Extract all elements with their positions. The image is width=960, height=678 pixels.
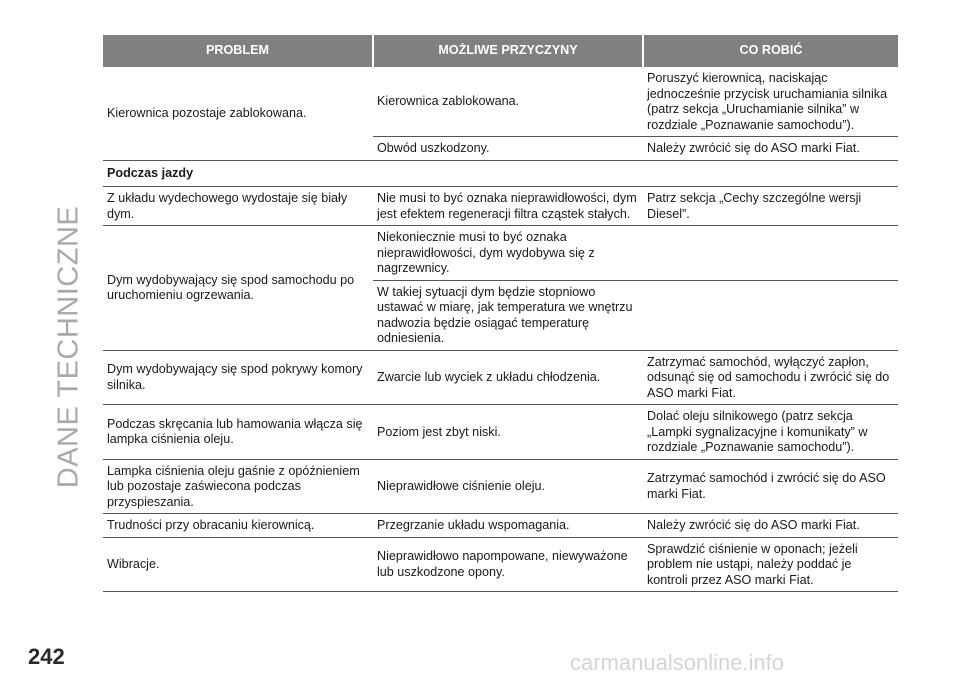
action-cell: Poruszyć kierownicą, naciskając jednocześnie przycisk uruchamiania silnika (patrz sekcja „Uruchamianie silnika” w rozdziale „Poznawanie samochodu”). (643, 67, 898, 137)
cause-cell: Zwarcie lub wyciek z układu chłodzenia. (373, 350, 643, 405)
table-row (103, 187, 898, 226)
problem-cell: Podczas skręcania lub hamowania włącza się lampka ciśnienia oleju. (103, 405, 373, 460)
table-row (103, 537, 898, 592)
problem-cell: Dym wydobywający się spod pokrywy komory silnika. (103, 350, 373, 405)
watermark: carmanualsonline.info (570, 650, 785, 675)
cause-cell: Niekoniecznie musi to być oznaka nieprawidłowości, dym wydobywa się z nagrzewnicy. (373, 226, 643, 281)
action-cell: Należy zwrócić się do ASO marki Fiat. (643, 137, 898, 161)
section-heading: Podczas jazdy (103, 160, 898, 187)
problem-cell: Wibracje. (103, 537, 373, 592)
problem-cell: Dym wydobywający się spod samochodu po uruchomieniu ogrzewania. (103, 226, 373, 351)
table-row (103, 514, 898, 538)
cause-cell: Obwód uszkodzony. (373, 137, 643, 161)
table-body (103, 67, 898, 592)
problem-cell: Kierownica pozostaje zablokowana. (103, 67, 373, 160)
action-cell: Sprawdzić ciśnienie w oponach; jeżeli problem nie ustąpi, należy poddać je kontroli przez ASO marki Fiat. (643, 537, 898, 592)
cause-cell: Kierownica zablokowana. (373, 67, 643, 137)
cause-cell: Poziom jest zbyt niski. (373, 405, 643, 460)
action-cell: Dolać oleju silnikowego (patrz sekcja „Lampki sygnalizacyjne i komunikaty” w rozdziale „Poznawanie samochodu”). (643, 405, 898, 460)
problem-cell: Trudności przy obracaniu kierownicą. (103, 514, 373, 538)
problem-cell: Lampka ciśnienia oleju gaśnie z opóźnieniem lub pozostaje zaświecona podczas przyspieszania. (103, 459, 373, 514)
action-cell: Należy zwrócić się do ASO marki Fiat. (643, 514, 898, 538)
action-cell: Zatrzymać samochód i zwrócić się do ASO marki Fiat. (643, 459, 898, 514)
cause-cell: Przegrzanie układu wspomagania. (373, 514, 643, 538)
problem-cell: Z układu wydechowego wydostaje się biały dym. (103, 187, 373, 226)
table-row (103, 67, 898, 137)
cause-cell: W takiej sytuacji dym będzie stopniowo ustawać w miarę, jak temperatura we wnętrzu nadwozia będzie osiągać temperaturę odniesienia. (373, 280, 643, 350)
table-row (103, 459, 898, 514)
cause-cell: Nieprawidłowo napompowane, niewyważone lub uszkodzone opony. (373, 537, 643, 592)
cause-cell: Nie musi to być oznaka nieprawidłowości, dym jest efektem regeneracji filtra cząstek stałych. (373, 187, 643, 226)
table-row (103, 405, 898, 460)
table-section-row (103, 160, 898, 187)
cause-cell: Nieprawidłowe ciśnienie oleju. (373, 459, 643, 514)
page-number: 242 (28, 644, 65, 669)
header-causes: MOŻLIWE PRZYCZYNY (373, 35, 643, 67)
action-cell (643, 280, 898, 350)
action-cell (643, 226, 898, 281)
chapter-side-title-text: DANE TECHNICZNE (52, 205, 85, 489)
table-header-row (103, 35, 898, 67)
action-cell: Patrz sekcja „Cechy szczególne wersji Diesel”. (643, 187, 898, 226)
table-row (103, 226, 898, 281)
chapter-side-title (52, 205, 85, 489)
action-cell: Zatrzymać samochód, wyłączyć zapłon, odsunąć się od samochodu i zwrócić się do ASO marki Fiat. (643, 350, 898, 405)
troubleshooting-table (103, 35, 898, 592)
header-actions: CO ROBIĆ (643, 35, 898, 67)
table-row (103, 350, 898, 405)
header-problem: PROBLEM (103, 35, 373, 67)
